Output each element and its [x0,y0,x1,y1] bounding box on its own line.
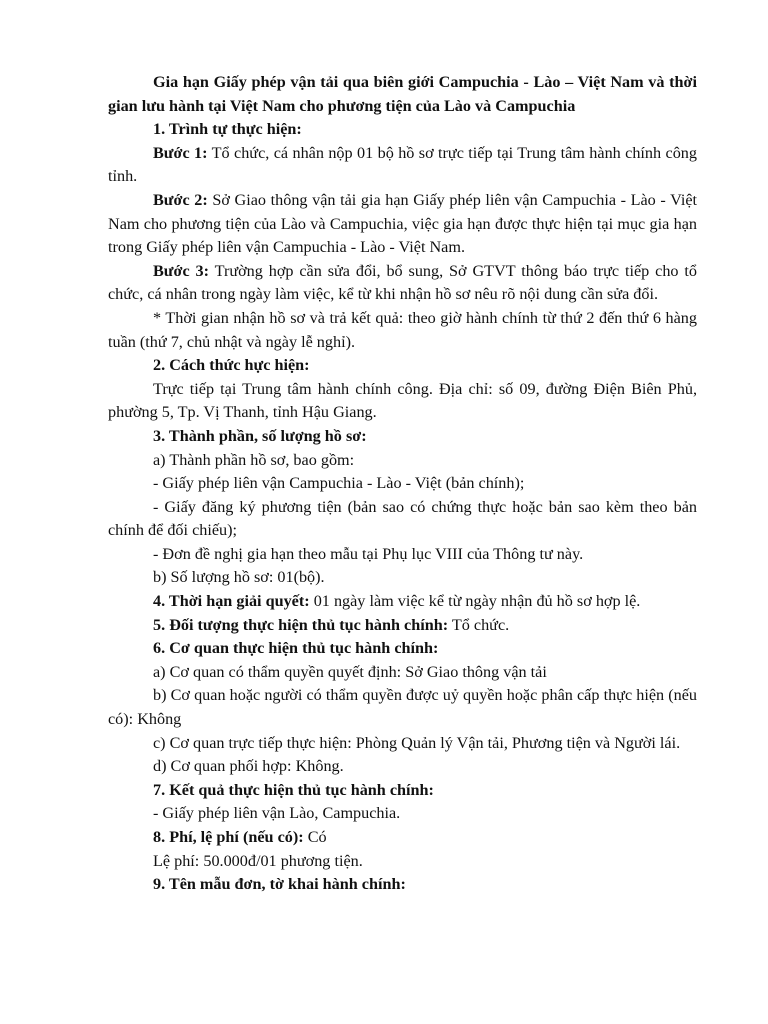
section-6-heading: 6. Cơ quan thực hiện thủ tục hành chính: [153,639,439,658]
step-2-label: Bước 2: [153,190,208,209]
section-5-label: 5. Đối tượng thực hiện thủ tục hành chính: [153,615,449,634]
section-4-paragraph [108,590,697,614]
step-3-label: Bước 3: [153,261,210,280]
section-3-item-3: - Đơn đề nghị gia hạn theo mẫu tại Phụ lục VIII của Thông tư này. [153,544,584,563]
section-6-b: b) Cơ quan hoặc người có thẩm quyền được uỷ quyền hoặc phân cấp thực hiện (nếu có): Không [108,686,697,729]
step-2-text: Sở Giao thông vận tải gia hạn Giấy phép liên vận Campuchia - Lào - Việt Nam cho phương tiện của Lào và Campuchia, việc gia hạn được thực hiện tại mục gia hạn trong Giấy phép liên vận Campuchia - Lào - Việt Nam. [108,190,697,257]
section-8-label: 8. Phí, lệ phí (nếu có): [153,828,304,846]
step-3-text: Trường hợp cần sửa đổi, bổ sung, Sở GTVT thông báo trực tiếp cho tổ chức, cá nhân trong ngày làm việc, kể từ khi nhận hồ sơ nêu rõ nội dung cần sửa đổi. [108,261,697,304]
section-5-paragraph [108,614,697,638]
section-6-c: c) Cơ quan trực tiếp thực hiện: Phòng Quản lý Vận tải, Phương tiện và Người lái. [153,733,681,752]
section-7-heading: 7. Kết quả thực hiện thủ tục hành chính: [153,780,434,799]
document-title: Gia hạn Giấy phép vận tải qua biên giới Campuchia - Lào – Việt Nam và thời gian lưu hành tại Việt Nam cho phương tiện của Lào và Campuchia [108,73,697,115]
section-8-paragraph [108,826,697,850]
step-1-paragraph [108,142,697,189]
section-3-item-1: - Giấy phép liên vận Campuchia - Lào - Việt (bản chính); [153,474,525,493]
section-9-heading: 9. Tên mẫu đơn, tờ khai hành chính: [153,875,406,894]
section-1-heading: 1. Trình tự thực hiện: [153,120,302,139]
section-7-item: - Giấy phép liên vận Lào, Campuchia. [153,804,401,823]
section-6-a: a) Cơ quan có thẩm quyền quyết định: Sở Giao thông vận tải [153,662,547,681]
section-4-label: 4. Thời hạn giải quyết: [153,592,310,611]
step-2-paragraph [108,189,697,260]
section-3-a: a) Thành phần hồ sơ, bao gồm: [153,450,355,469]
step-3-paragraph [108,260,697,307]
step-1-label: Bước 1: [153,143,208,162]
section-6-d: d) Cơ quan phối hợp: Không. [153,757,344,776]
section-2-heading: 2. Cách thức hực hiện: [153,356,310,375]
section-5-text: Tổ chức. [448,615,510,634]
working-hours-note: * Thời gian nhận hồ sơ và trả kết quả: theo giờ hành chính từ thứ 2 đến thứ 6 hàng tuần (thứ 7, chủ nhật và ngày lễ nghỉ). [108,308,697,351]
section-8-fee: Lệ phí: 50.000đ/01 phương tiện. [153,851,363,870]
section-3-heading: 3. Thành phần, số lượng hồ sơ: [153,426,367,445]
document-page [108,71,697,897]
section-4-text: 01 ngày làm việc kể từ ngày nhận đủ hồ sơ hợp lệ. [309,592,641,611]
section-2-text: Trực tiếp tại Trung tâm hành chính công. Địa chỉ: số 09, đường Điện Biên Phủ, phường 5, Tp. Vị Thanh, tỉnh Hậu Giang. [108,379,697,422]
section-8-text: Có [303,828,327,846]
section-3-item-2: - Giấy đăng ký phương tiện (bản sao có chứng thực hoặc bản sao kèm theo bản chính để đối chiếu); [108,497,697,540]
section-3-b: b) Số lượng hồ sơ: 01(bộ). [153,568,325,587]
step-1-text: Tổ chức, cá nhân nộp 01 bộ hồ sơ trực tiếp tại Trung tâm hành chính công tỉnh. [108,143,697,186]
